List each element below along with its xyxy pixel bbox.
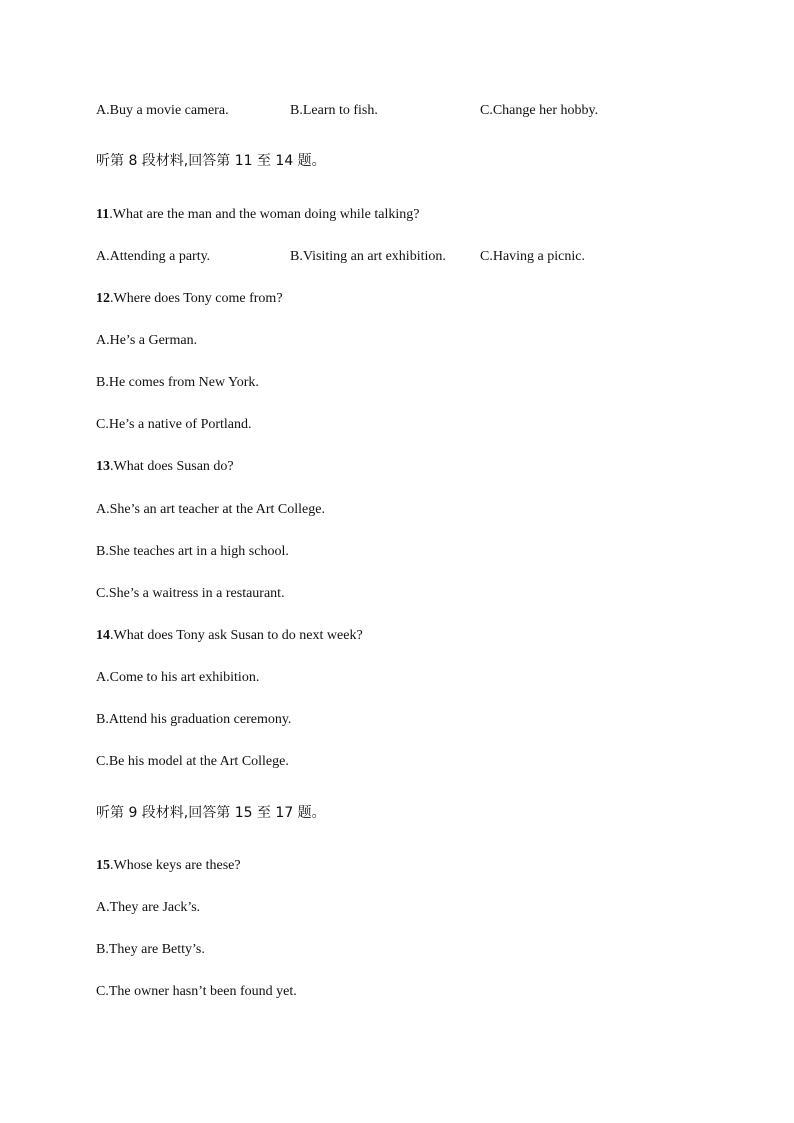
q15-option-b: B.They are Betty’s. [96, 942, 205, 957]
question-text: .What are the man and the woman doing while talking? [109, 207, 420, 222]
q13-option-c: C.She’s a waitress in a restaurant. [96, 586, 285, 601]
q14-option-b: B.Attend his graduation ceremony. [96, 712, 292, 727]
q14-option-a: A.Come to his art exhibition. [96, 670, 260, 685]
question-15 [96, 857, 241, 875]
question-text: .Where does Tony come from? [110, 291, 283, 306]
question-number: 15 [96, 858, 110, 873]
q12-option-c: C.He’s a native of Portland. [96, 417, 252, 432]
question-number: 12 [96, 291, 110, 306]
question-number: 13 [96, 459, 110, 474]
q11-option-a: A.Attending a party. [96, 249, 211, 264]
question-13 [96, 458, 234, 476]
question-number: 11 [96, 207, 110, 222]
q11-option-c: C.Having a picnic. [480, 249, 585, 264]
question-text: .What does Tony ask Susan to do next week? [110, 628, 363, 643]
q15-option-c: C.The owner hasn’t been found yet. [96, 984, 297, 999]
q13-option-b: B.She teaches art in a high school. [96, 544, 289, 559]
section-9-heading: 听第 9 段材料,回答第 15 至 17 题。 [96, 805, 326, 821]
section-8-heading: 听第 8 段材料,回答第 11 至 14 题。 [96, 153, 326, 169]
q13-option-a: A.She’s an art teacher at the Art College. [96, 502, 325, 517]
question-text: .What does Susan do? [110, 459, 234, 474]
question-14 [96, 627, 363, 645]
q10-option-b: B.Learn to fish. [290, 103, 378, 118]
q10-option-c: C.Change her hobby. [480, 103, 599, 118]
q15-option-a: A.They are Jack’s. [96, 900, 201, 915]
question-text: .Whose keys are these? [110, 858, 241, 873]
question-11 [96, 206, 419, 224]
q14-option-c: C.Be his model at the Art College. [96, 754, 289, 769]
q10-option-a: A.Buy a movie camera. [96, 103, 229, 118]
question-12 [96, 290, 283, 308]
q11-option-b: B.Visiting an art exhibition. [290, 249, 446, 264]
q12-option-a: A.He’s a German. [96, 333, 198, 348]
q12-option-b: B.He comes from New York. [96, 375, 259, 390]
question-number: 14 [96, 628, 110, 643]
